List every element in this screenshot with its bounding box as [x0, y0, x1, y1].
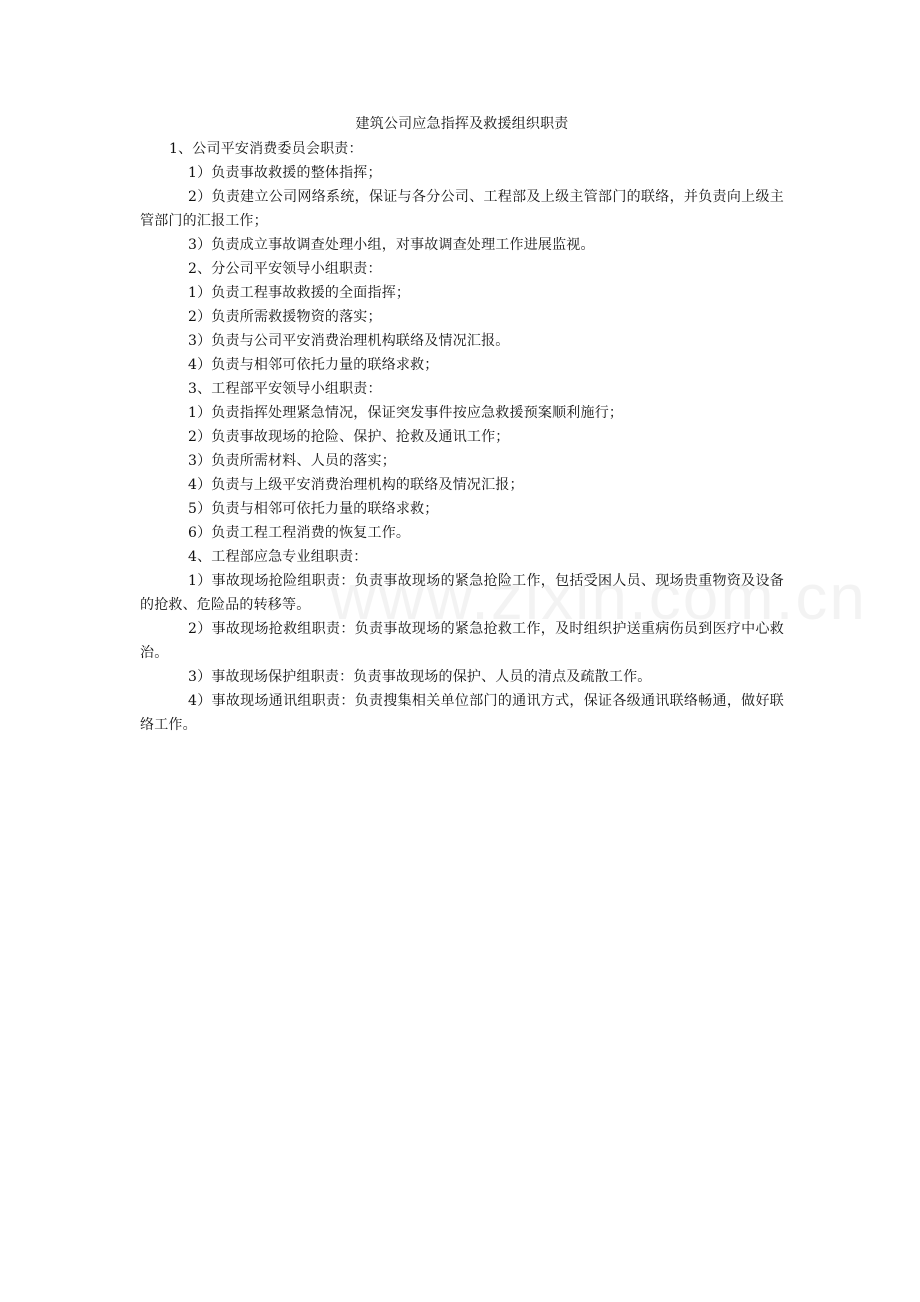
paragraph: 4）负责与上级平安消费治理机构的联络及情况汇报； [188, 477, 524, 493]
paragraph: 2）事故现场抢救组职责：负责事故现场的紧急抢救工作，及时组织护送重病伤员到医疗中心救治。 [140, 621, 784, 661]
paragraph: 1、公司平安消费委员会职责： [169, 141, 363, 157]
paragraph: 4）负责与相邻可依托力量的联络求救； [188, 357, 439, 373]
paragraph: 6）负责工程工程消费的恢复工作。 [188, 525, 411, 541]
paragraph: 4、工程部应急专业组职责： [188, 549, 368, 565]
document-title: 建筑公司应急指挥及救援组织职责 [355, 116, 569, 132]
paragraph: 3）负责与公司平安消费治理机构联络及情况汇报。 [188, 333, 510, 349]
paragraph: 3）负责成立事故调查处理小组，对事故调查处理工作进展监视。 [188, 237, 595, 253]
paragraph: 1）事故现场抢险组职责：负责事故现场的紧急抢险工作，包括受困人员、现场贵重物资及设备的抢救、危险品的转移等。 [140, 573, 784, 613]
paragraph: 1）负责指挥处理紧急情况，保证突发事件按应急救援预案顺利施行； [188, 405, 624, 421]
paragraph: 3、工程部平安领导小组职责： [188, 381, 382, 397]
paragraph: 1）负责工程事故救援的全面指挥； [188, 285, 411, 301]
paragraph: 2）负责建立公司网络系统，保证与各分公司、工程部及上级主管部门的联络，并负责向上级主管部门的汇报工作； [140, 189, 784, 229]
document-body [140, 112, 784, 737]
paragraph: 3）负责所需材料、人员的落实； [188, 453, 396, 469]
paragraph: 4）事故现场通讯组职责：负责搜集相关单位部门的通讯方式，保证各级通讯联络畅通，做好联络工作。 [140, 693, 784, 733]
paragraph: 2、分公司平安领导小组职责： [188, 261, 382, 277]
paragraph: 3）事故现场保护组职责：负责事故现场的保护、人员的清点及疏散工作。 [188, 669, 652, 685]
paragraph: 2）负责所需救援物资的落实； [188, 309, 382, 325]
paragraph: 5）负责与相邻可依托力量的联络求救； [188, 501, 439, 517]
paragraph: 2）负责事故现场的抢险、保护、抢救及通讯工作； [188, 429, 510, 445]
paragraph: 1）负责事故救援的整体指挥； [188, 165, 382, 181]
